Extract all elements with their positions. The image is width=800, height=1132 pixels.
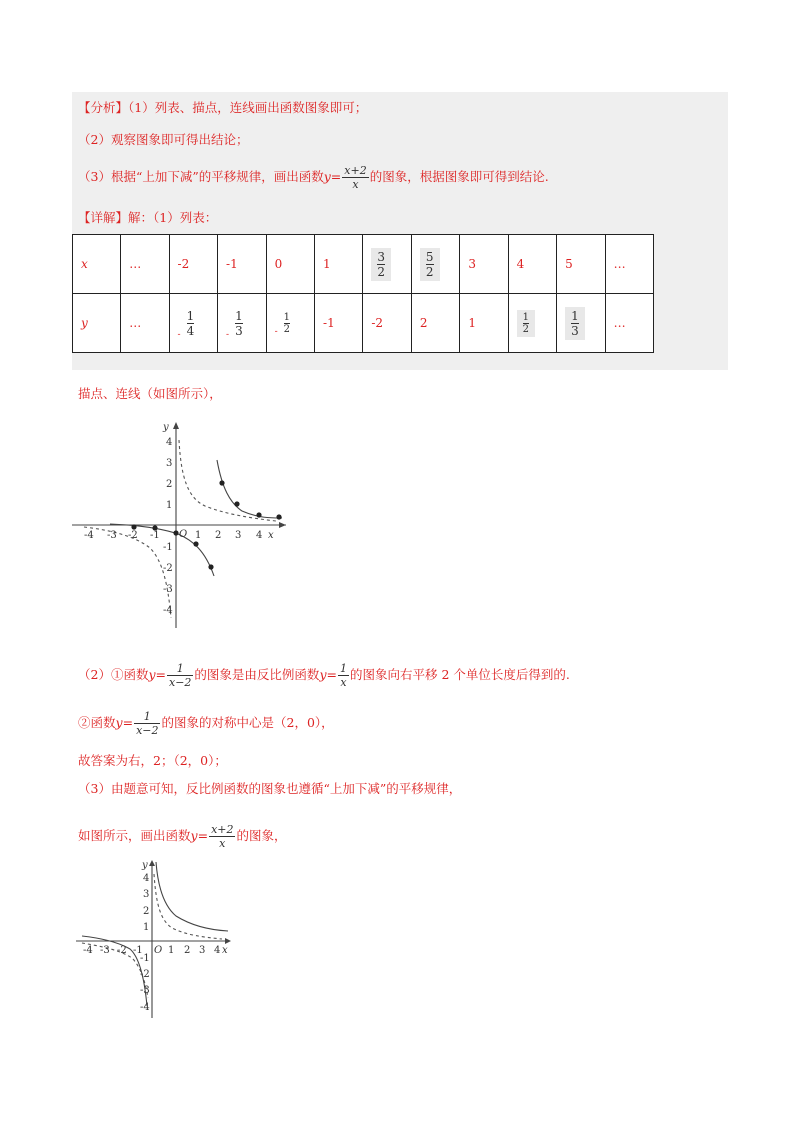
plot-point <box>256 512 261 517</box>
frac-numerator: 3 <box>377 249 386 264</box>
dashed-curve-right <box>179 440 276 521</box>
tick-label-x: -1 <box>133 945 143 956</box>
y-axis-arrow <box>173 422 179 429</box>
tick-label-x: 1 <box>195 530 202 541</box>
origin-label: O <box>179 529 188 540</box>
analysis-step-2: （2）观察图象即可得出结论； <box>78 132 249 147</box>
part2-line-2 <box>78 710 334 737</box>
table-cell-frac <box>218 294 267 353</box>
tick-label-y: 2 <box>143 906 150 917</box>
tick-label-y: 4 <box>143 873 150 884</box>
origin-label: O <box>154 945 163 956</box>
fraction-x-plus-2-over-x <box>342 164 368 191</box>
analysis-tag: 【分析】 <box>78 100 129 115</box>
tick-label-y: 2 <box>166 479 173 490</box>
frac-denominator: 2 <box>522 323 529 335</box>
analysis-step-3a: （3）根据“上加下减”的平移规律，画出函数 <box>78 169 324 184</box>
frac-denominator: 2 <box>425 264 434 279</box>
tick-label-y: -2 <box>140 969 150 980</box>
part3-line2-b: 的图象， <box>236 828 287 843</box>
detail-line <box>78 210 217 226</box>
x-axis-arrow <box>225 938 231 944</box>
y-equals: y= <box>190 828 209 843</box>
frac-numerator: 1 <box>186 308 195 323</box>
table-header-y <box>73 294 121 353</box>
tick-label-y: -4 <box>140 1002 150 1013</box>
tick-label-y: -3 <box>163 584 173 595</box>
fraction-1-3 <box>229 307 249 340</box>
tick-label-y: -1 <box>163 542 173 553</box>
frac-numerator: 1 <box>339 662 347 675</box>
tick-label-y: -4 <box>163 605 173 616</box>
axis-label-y: y <box>142 860 148 871</box>
tick-label-x: 1 <box>168 945 175 956</box>
part2-line1-a: （2）①函数 <box>78 667 149 682</box>
frac-denominator: 4 <box>186 323 195 338</box>
minus-sign: - <box>274 326 278 337</box>
solid-curve-right <box>217 460 282 518</box>
table-cell: 1 <box>315 235 363 294</box>
table-cell: … <box>605 294 653 353</box>
tick-label-x: -4 <box>84 530 94 541</box>
table-row-y <box>73 294 654 353</box>
tick-label-x: 4 <box>214 945 221 956</box>
solid-curve-right <box>156 862 228 931</box>
y-equals: y= <box>148 667 166 682</box>
analysis-line-3 <box>78 164 549 191</box>
frac-numerator: 1 <box>283 311 290 323</box>
fraction-1-2 <box>278 310 296 337</box>
axis-label-x: x <box>268 530 274 541</box>
y-equals: y= <box>323 169 342 184</box>
graph-1 <box>70 418 290 630</box>
value-table <box>72 234 654 353</box>
plot-point <box>276 514 281 519</box>
plot-point <box>193 541 198 546</box>
table-cell: -1 <box>315 294 363 353</box>
frac-denominator: x−2 <box>136 724 159 737</box>
frac-numerator: x+2 <box>211 823 234 836</box>
x-axis-arrow <box>279 522 286 528</box>
table-cell: 0 <box>266 235 314 294</box>
table-cell-frac <box>266 294 314 353</box>
plot-point <box>131 524 136 529</box>
part2-line1-b: 的图象是由反比例函数 <box>194 667 320 682</box>
fraction-pos-1-2 <box>517 310 535 337</box>
fraction-1-over-x-minus-2 <box>134 710 160 737</box>
fraction-1-over-x-minus-2 <box>167 662 193 689</box>
tick-label-y: -2 <box>163 563 173 574</box>
analysis-step-1: （1）列表、描点，连线画出函数图象即可； <box>128 100 368 115</box>
axis-label-y: y <box>163 422 169 433</box>
tick-label-y: 3 <box>166 458 173 469</box>
y-axis-arrow <box>149 860 155 866</box>
frac-denominator: 3 <box>235 323 243 338</box>
tick-label-y: -1 <box>140 953 150 964</box>
y-equals: y= <box>319 667 337 682</box>
plot-point <box>219 480 224 485</box>
table-cell: … <box>605 235 653 294</box>
tick-label-x: -2 <box>117 945 127 956</box>
part3-line2-a: 如图所示，画出函数 <box>78 828 191 843</box>
frac-denominator: x <box>209 836 235 850</box>
frac-numerator: x+2 <box>344 164 367 177</box>
table-cell: -2 <box>169 235 218 294</box>
table-cell-frac <box>508 294 556 353</box>
x-label: x <box>81 257 88 271</box>
table-cell: -2 <box>363 294 412 353</box>
tick-label-x: -3 <box>100 945 110 956</box>
fraction-5-2 <box>420 248 440 281</box>
tick-label-y: -3 <box>140 985 150 996</box>
table-cell: 4 <box>508 235 556 294</box>
tick-label-x: -2 <box>128 530 138 541</box>
part2-answer: 故答案为右，2；（2，0）； <box>78 753 227 768</box>
table-header-x <box>73 235 121 294</box>
part2-line2-a: ②函数 <box>78 715 116 730</box>
detail-intro: 解：（1）列表： <box>128 210 218 225</box>
tick-label-x: -3 <box>107 530 117 541</box>
table-cell-frac <box>169 294 218 353</box>
part2-line-1 <box>78 662 570 689</box>
tick-label-x: -1 <box>150 530 160 541</box>
frac-denominator: x <box>338 675 349 689</box>
fraction-3-2 <box>371 248 391 281</box>
minus-sign: - <box>226 329 230 340</box>
frac-numerator: 1 <box>522 311 529 323</box>
plot-point <box>173 530 178 535</box>
plot-point <box>208 564 213 569</box>
part2-line1-c: 的图象向右平移 2 个单位长度后得到的. <box>349 667 570 682</box>
tick-label-y: 4 <box>166 437 173 448</box>
part2-line2-b: 的图象的对称中心是（2，0）， <box>161 715 334 730</box>
tick-label-x: 4 <box>256 530 263 541</box>
plot-point <box>234 501 239 506</box>
fraction-1-over-x <box>338 662 349 689</box>
tick-label-y: 1 <box>143 922 150 933</box>
y-label: y <box>81 316 88 330</box>
table-cell: … <box>121 235 169 294</box>
plot-caption: 描点、连线（如图所示）， <box>78 386 222 401</box>
fraction-1-4 <box>181 307 201 340</box>
table-cell-frac <box>363 235 412 294</box>
part3-line-2 <box>78 823 287 850</box>
frac-denominator: x <box>342 177 368 191</box>
frac-denominator: x−2 <box>169 676 192 689</box>
table-cell: 3 <box>460 235 508 294</box>
table-cell: … <box>121 294 169 353</box>
frac-denominator: 3 <box>571 323 579 338</box>
frac-denominator: 2 <box>377 264 386 279</box>
table-cell-frac <box>411 235 460 294</box>
tick-label-x: 2 <box>184 945 191 956</box>
frac-numerator: 1 <box>176 662 184 675</box>
frac-numerator: 5 <box>425 249 434 264</box>
minus-sign: - <box>177 329 181 340</box>
tick-label-x: 3 <box>235 530 242 541</box>
analysis-line-1 <box>78 100 367 116</box>
fraction-pos-1-3 <box>565 307 585 340</box>
tick-label-x: 2 <box>215 530 222 541</box>
frac-denominator: 2 <box>283 323 290 335</box>
analysis-step-3b: 的图象，根据图象即可得到结论. <box>369 169 549 184</box>
tick-label-x: -4 <box>83 945 93 956</box>
frac-numerator: 1 <box>571 308 579 323</box>
part3-line-1: （3）由题意可知，反比例函数的图象也遵循“上加下减”的平移规律， <box>78 781 462 796</box>
frac-numerator: 1 <box>235 308 243 323</box>
table-cell: 5 <box>557 235 606 294</box>
table-cell-frac <box>557 294 606 353</box>
table-cell: 1 <box>460 294 508 353</box>
fraction-x-plus-2-over-x <box>209 823 235 850</box>
tick-label-y: 3 <box>143 889 150 900</box>
frac-numerator: 1 <box>143 710 151 723</box>
y-equals: y= <box>115 715 134 730</box>
tick-label-y: 1 <box>166 500 173 511</box>
detail-tag: 【详解】 <box>78 210 129 225</box>
table-cell: -1 <box>218 235 267 294</box>
graph-2 <box>74 858 234 1020</box>
axis-label-x: x <box>222 945 228 956</box>
tick-label-x: 3 <box>199 945 206 956</box>
table-row-x <box>73 235 654 294</box>
table-cell: 2 <box>411 294 460 353</box>
